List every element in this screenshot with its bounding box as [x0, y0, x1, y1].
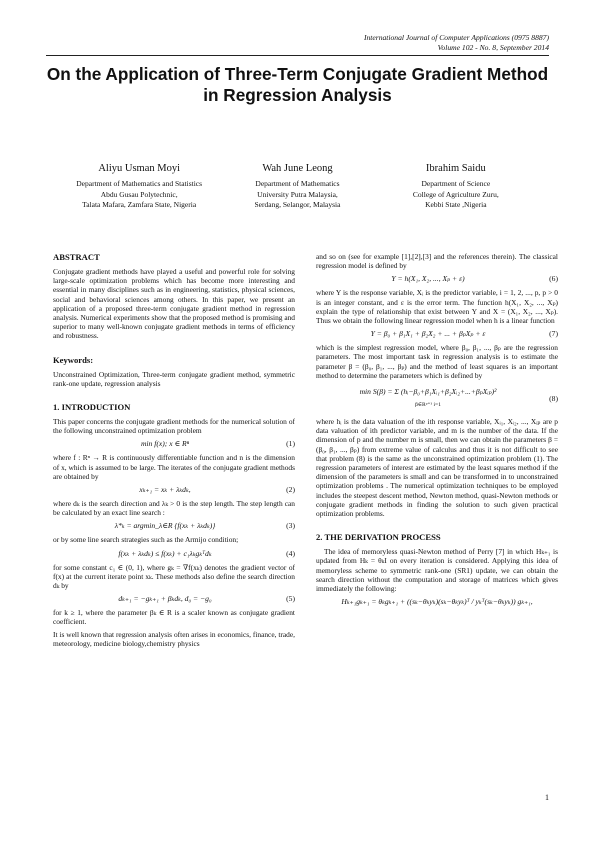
equation-7 [316, 329, 558, 339]
equation-4 [53, 549, 295, 559]
author-affiliation-inst: University Putra Malaysia, [257, 189, 338, 199]
right-column [316, 252, 558, 611]
equation-body: xₖ₊₁ = xₖ + λₖdₖ, [139, 485, 191, 495]
introduction-heading: 1. INTRODUCTION [53, 402, 131, 413]
author-affiliation-location: Serdang, Selangor, Malaysia [254, 200, 341, 209]
paragraph: The idea of memoryless quasi-Newton method of Perry [7] in which Hₖ₊₁ is updated from Hₖ = θₖI on every iteration is considered. Applying this idea of memoryless scheme to symmetric rank-one (SR1) update, we can obtain the search direction without the computation and storage of matrices which gives immediately the following: [316, 547, 558, 594]
equation-number: (1) [286, 439, 295, 449]
paragraph: which is the simplest regression model, where β₀, β₁, ..., βₚ are the regression parameters. The most important task in regression analysis is to estimate the parameter β = (β₀, β₁, ..., βₚ) and the method of least squares is an important method to determine the parameters which is defined by [316, 343, 558, 380]
journal-volume: Volume 102 - No. 8, September 2014 [437, 43, 549, 52]
equation-number: (3) [286, 521, 295, 531]
paragraph: where Y is the response variable, Xᵢ is the predictor variable, i = 1, 2, ..., p, p > 0 is an integer constant, and ε is the error term. The function h(X₁, X₂, ..., Xₚ) explain the type of relationship that exist between Y and X = (X₁, X₂, ..., Xₚ). Thus we obtain the following linear regression model when h is a linear function [316, 288, 558, 326]
equation-body: f(xₖ + λₖdₖ) ≤ f(xₖ) + c₁λₖgₖᵀdₖ [118, 548, 212, 558]
equation-subscript: β∈Rᵖ⁺¹ i=1 [415, 402, 441, 409]
equation-body: Y = β₀ + β₁X₁ + β₂X₂ + ... + βₚXₚ + ε [370, 329, 486, 339]
paper-title: On the Application of Three-Term Conjugate Gradient Method in Regression Analysis [46, 64, 549, 105]
author-affiliation-dept: Department of Mathematics and Statistics [76, 179, 203, 188]
author-affiliation-location: Kebbi State ,Nigeria [425, 200, 487, 209]
equation-body: Hₖ₊₁gₖ₊₁ = θₖgₖ₊₁ + ((sₖ−θₖyₖ)(sₖ−θₖyₖ)ᵀ / yₖᵀ(sₖ−θₖyₖ)) gₖ₊₁, [341, 597, 533, 607]
keywords-heading: Keywords: [53, 354, 94, 365]
equation-5 [53, 594, 295, 604]
equation-number: (7) [549, 329, 558, 339]
author-affiliation-dept: Department of Science [421, 179, 491, 188]
author-affiliation-inst: College of Agriculture Zuru, [412, 189, 499, 199]
abstract-heading: ABSTRACT [53, 252, 100, 262]
equation-main: min S(β) = Σ (hᵢ−β₀+β₁Xᵢ₁+β₂Xᵢ₂+...+βₚXᵢₚ)² [359, 387, 497, 397]
equation-9 [316, 597, 558, 607]
paragraph: and so on (see for example [1],[2],[3] and the references therein). The classical regression model is defined by [316, 252, 558, 271]
journal-header [364, 33, 549, 53]
equation-1 [53, 439, 295, 449]
equation-number: (4) [286, 548, 295, 558]
author-block [60, 162, 535, 211]
paragraph: It is well known that regression analysis often arises in economics, finance, trade, meteorology, medicine biology,chemistry physics [53, 629, 295, 648]
equation-body: dₖ₊₁ = −gₖ₊₁ + βₖdₖ, d₀ = −g₀ [118, 594, 212, 604]
equation-2 [53, 485, 295, 495]
paragraph: where dₖ is the search direction and λₖ > 0 is the step length. The step length can be calculated by an exact line search : [53, 499, 295, 518]
equation-body: λ*ₖ = argmin_λ∈R {f(xₖ + λₖdₖ)} [114, 521, 216, 531]
paragraph: or by some line search strategies such as the Armijo condition; [53, 535, 239, 545]
paragraph: for k ≥ 1, where the parameter βₖ ∈ R is a scaler known as conjugate gradient coefficient. [53, 608, 295, 627]
left-column [53, 252, 295, 651]
keywords-text: Unconstrained Optimization, Three-term conjugate gradient method, symmetric rank-one update, regression analysis [53, 369, 295, 388]
paragraph: where hᵢ is the data valuation of the ith response variable, Xᵢ₁, Xᵢ₂, ..., Xᵢₚ are p data valuation of ith predictor variable, and m is the number of the data. If the dimension of p and the number m is small, then we can obtain the parameters β = (β₀, β₁, ..., βₚ) from extreme value of calculus and thus it is not difficult to see that problem (8) is the same as the unconstrained optimization problem (1). The regression parameters of interest are estimated by the least squares method if the dimension of the parameters is small and can be transformed in to unconstrained optimization problems . The numerical optimization techniques to be employed includes the steepest descent method, Newton method, quasi-Newton methods or conjugate gradient methods in finding the solution to such given practical optimization problems. [316, 417, 558, 519]
author-1 [60, 162, 218, 211]
author-name: Aliyu Usman Moyi [98, 163, 180, 174]
equation-3 [53, 521, 295, 531]
author-affiliation-inst: Abdu Gusau Polytechnic, [100, 189, 178, 199]
equation-body: Y = h(X₁, X₂, ..., Xₚ + ε) [391, 274, 465, 284]
author-name: Ibrahim Saidu [425, 163, 486, 174]
equation-body: min f(x); x ∈ Rⁿ [140, 439, 190, 449]
paragraph: where f : Rⁿ → R is continuously differentiable function and n is the dimension of x, which is assumed to be large. The iterates of the conjugate gradient methods are obtained by [53, 453, 295, 481]
paragraph: This paper concerns the conjugate gradient methods for the numerical solution of the following unconstrained optimization problem [53, 417, 295, 436]
author-2 [218, 162, 376, 211]
header-rule [46, 55, 549, 56]
page-number: 1 [545, 793, 549, 802]
abstract-text: Conjugate gradient methods have played a useful and powerful role for solving large-scale optimization problems which has become more interesting and essential in many disciplines such as in engineering, statistics, physical sciences, social and behavioral sciences among others. In this paper, we present an application of a proposed three-term conjugate gradient method in regression analysis. Numerical experiments show that the proposed method is promising and superior to many well-known conjugate gradient methods in terms of efficiency and robustness. [53, 267, 295, 341]
equation-8 [316, 386, 558, 411]
equation-number: (2) [286, 485, 295, 495]
journal-name: International Journal of Computer Applications (0975 8887) [363, 33, 549, 42]
derivation-heading: 2. THE DERIVATION PROCESS [316, 532, 441, 543]
author-name: Wah June Leong [262, 163, 333, 174]
equation-body [316, 386, 540, 411]
equation-number: (6) [549, 274, 558, 284]
equation-6 [316, 274, 558, 284]
author-affiliation-dept: Department of Mathematics [255, 179, 340, 188]
author-3 [377, 162, 535, 211]
author-affiliation-location: Talata Mafara, Zamfara State, Nigeria [82, 200, 197, 209]
equation-number: (5) [286, 594, 295, 604]
equation-number: (8) [549, 393, 558, 403]
paragraph: for some constant c₁ ∈ (0, 1), where gₖ = ∇f(xₖ) denotes the gradient vector of f(x) at the current iterate point xₖ. These methods also define the search direction dₖ by [53, 562, 295, 591]
